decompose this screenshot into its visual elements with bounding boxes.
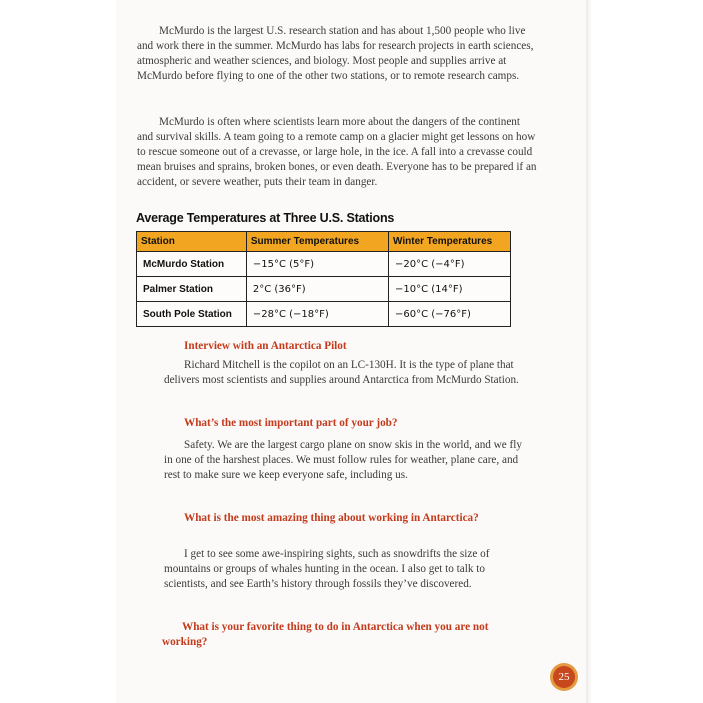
question-1: What’s the most important part of your job? (184, 417, 398, 429)
winter-temp: −60°C (−76°F) (389, 302, 511, 327)
table-row (137, 277, 511, 302)
station-name: McMurdo Station (137, 252, 247, 277)
answer-1: Safety. We are the largest cargo plane on snow skis in the world, and we fly in one of the harshest places. We must follow rules for weather, plane care, and rest to make sure we keep everyone safe, including us. (164, 439, 522, 481)
station-name: South Pole Station (137, 302, 247, 327)
table-title: Average Temperatures at Three U.S. Stations (136, 211, 395, 225)
header-winter: Winter Temperatures (389, 232, 511, 252)
question-2: What is the most amazing thing about working in Antarctica? (184, 512, 479, 524)
paragraph-mcmurdo-intro: McMurdo is the largest U.S. research station and has about 1,500 people who live and work there in the summer. McMurdo has labs for research projects in earth sciences, atmospheric and weather sciences, and biology. Most people and supplies arrive at McMurdo before flying to one of the other two stations, or to remote research camps. (137, 25, 534, 82)
header-station: Station (137, 232, 247, 252)
station-name: Palmer Station (137, 277, 247, 302)
summer-temp: −28°C (−18°F) (246, 302, 388, 327)
winter-temp: −10°C (14°F) (389, 277, 511, 302)
summer-temp: −15°C (5°F) (246, 252, 388, 277)
paragraph-mcmurdo-dangers: McMurdo is often where scientists learn more about the dangers of the continent and survival skills. A team going to a remote camp on a glacier might get lessons on how to rescue someone out of a crevasse, or large hole, in the ice. A fall into a crevasse could mean bruises and sprains, broken bones, or even death. Everyone has to be prepared if an accident, or severe weather, puts their team in danger. (137, 116, 537, 188)
interview-intro: Richard Mitchell is the copilot on an LC-130H. It is the type of plane that delivers most scientists and supplies around Antarctica from McMurdo Station. (164, 359, 519, 386)
table-row (137, 252, 511, 277)
table-header-row (137, 232, 511, 252)
page-number: 25 (553, 666, 575, 688)
interview-heading: Interview with an Antarctica Pilot (184, 340, 347, 352)
header-summer: Summer Temperatures (246, 232, 388, 252)
question-3: What is your favorite thing to do in Antarctica when you are not working? (162, 621, 489, 648)
summer-temp: 2°C (36°F) (246, 277, 388, 302)
table-row (137, 302, 511, 327)
answer-2: I get to see some awe-inspiring sights, such as snowdrifts the size of mountains or groups of whales hunting in the ocean. I also get to talk to scientists, and see Earth’s history through fossils they’ve discovered. (164, 548, 490, 590)
winter-temp: −20°C (−4°F) (389, 252, 511, 277)
page-edge-shadow (586, 0, 592, 703)
temperature-table (136, 231, 511, 327)
